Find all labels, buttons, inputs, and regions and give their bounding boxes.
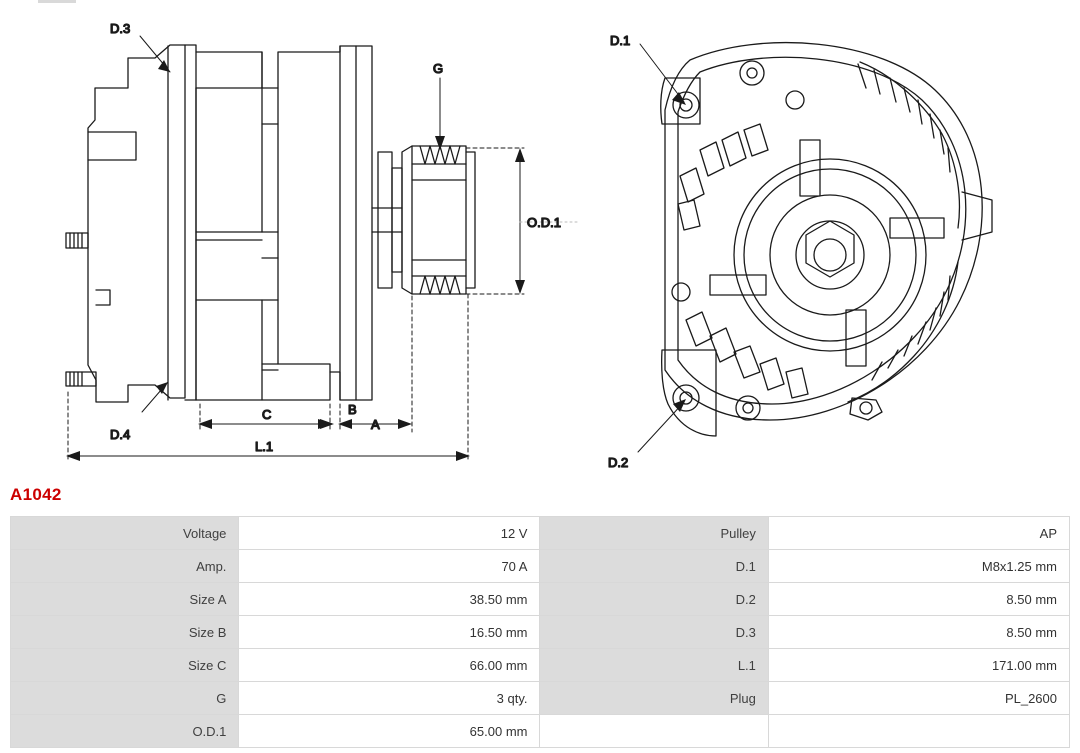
label-a: A [371, 417, 380, 432]
table-row [11, 715, 1070, 748]
table-row [11, 682, 1070, 715]
spec-value: 65.00 mm [239, 715, 540, 748]
spec-value: 171.00 mm [768, 649, 1069, 682]
spec-value: PL_2600 [768, 682, 1069, 715]
label-l1: L.1 [255, 439, 274, 454]
spec-value: M8x1.25 mm [768, 550, 1069, 583]
spec-label: D.3 [540, 616, 768, 649]
table-row [11, 616, 1070, 649]
label-d2: D.2 [608, 455, 629, 470]
spec-value: 38.50 mm [239, 583, 540, 616]
alternator-side-view [66, 45, 475, 402]
label-b: B [348, 402, 357, 417]
spec-value: 66.00 mm [239, 649, 540, 682]
spec-label: Amp. [11, 550, 239, 583]
spec-label: D.1 [540, 550, 768, 583]
spec-label: Voltage [11, 517, 239, 550]
spec-value: AP [768, 517, 1069, 550]
spec-label: Size A [11, 583, 239, 616]
spec-label: Size C [11, 649, 239, 682]
alternator-front-view [661, 43, 992, 436]
specifications-table [10, 516, 1070, 748]
label-d4: D.4 [110, 427, 131, 442]
label-g: G [433, 61, 444, 76]
spec-label: Size B [11, 616, 239, 649]
label-od1: O.D.1 [527, 215, 561, 230]
spec-label-empty [540, 715, 768, 748]
spec-value-empty [768, 715, 1069, 748]
label-c: C [262, 407, 272, 422]
spec-label: D.2 [540, 583, 768, 616]
table-row [11, 550, 1070, 583]
spec-label: L.1 [540, 649, 768, 682]
table-row [11, 649, 1070, 682]
spec-value: 12 V [239, 517, 540, 550]
spec-label: O.D.1 [11, 715, 239, 748]
table-row [11, 583, 1070, 616]
spec-label: Plug [540, 682, 768, 715]
part-number: A1042 [10, 485, 62, 504]
label-d1: D.1 [610, 33, 631, 48]
spec-label: G [11, 682, 239, 715]
spec-label: Pulley [540, 517, 768, 550]
table-row [11, 517, 1070, 550]
spec-value: 8.50 mm [768, 616, 1069, 649]
spec-value: 70 A [239, 550, 540, 583]
label-d3: D.3 [110, 21, 131, 36]
spec-value: 16.50 mm [239, 616, 540, 649]
spec-value: 3 qty. [239, 682, 540, 715]
spec-value: 8.50 mm [768, 583, 1069, 616]
